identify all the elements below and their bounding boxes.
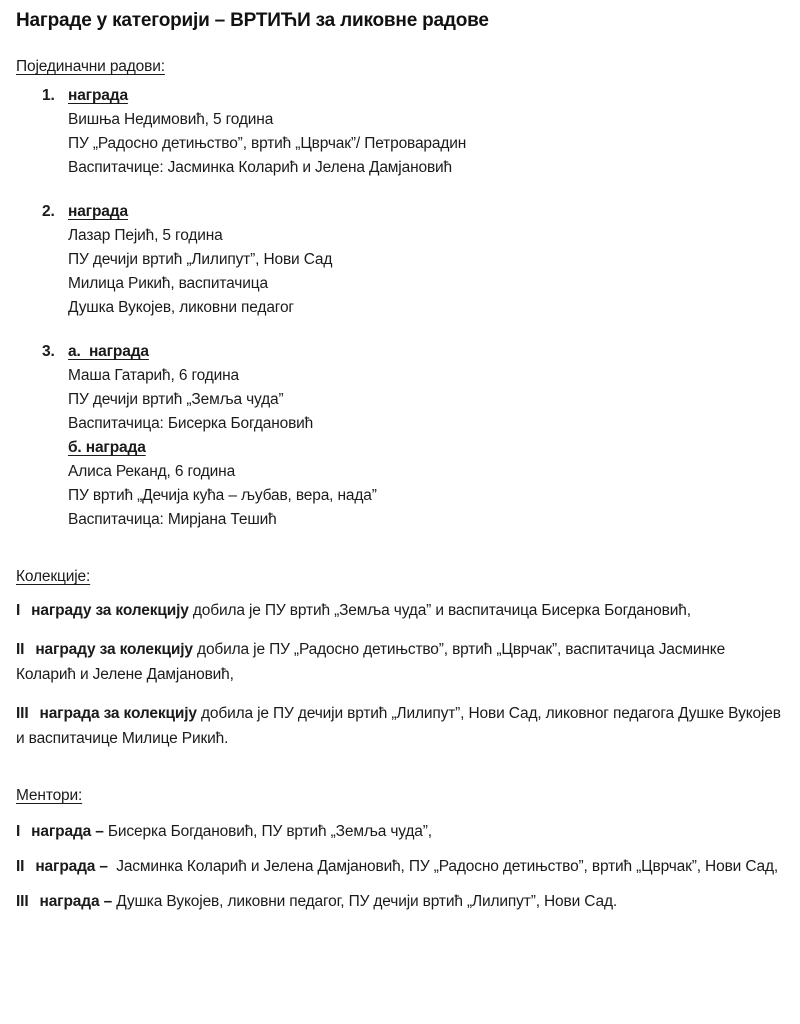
mentor-entry-1	[16, 819, 784, 844]
section-heading-collections: Колекције:	[16, 568, 91, 585]
award-line: Лазар Пејић, 5 година	[68, 227, 223, 244]
award-number: 3.	[42, 343, 55, 360]
award-number: 2.	[42, 203, 55, 220]
individual-award-list	[16, 84, 784, 532]
entry-bold: награду за колекцију	[31, 602, 189, 619]
award-item-1	[16, 84, 784, 180]
award-line: ПУ „Радосно детињство”, вртић „Цврчак”/ Петроварадин	[68, 135, 467, 152]
entry-bold: награда за колекцију	[39, 705, 197, 722]
entry-numeral: III	[16, 893, 29, 910]
entry-text: Јасминка Коларић и Јелена Дамјановић, ПУ „Радосно детињство”, вртић „Цврчак”, Нови Сад,	[107, 858, 779, 875]
award-line: ПУ дечији вртић „Земља чуда”	[68, 391, 284, 408]
entry-text: добила је ПУ „Радосно детињство”, вртић „Цврчак”, васпитачица Јасминке Коларић и Јелене Дамјановић,	[16, 641, 730, 683]
entry-bold: награда –	[39, 893, 113, 910]
collection-entry-2	[16, 637, 784, 687]
entry-bold: награда –	[35, 858, 108, 875]
award-item-2	[16, 200, 784, 320]
collection-entry-1	[16, 598, 784, 623]
entry-numeral: II	[16, 641, 25, 658]
entry-text: добила је ПУ дечији вртић „Лилипут”, Нови Сад, ликовног педагога Душке Вукојев и васпитачице Милице Рикић.	[16, 705, 786, 747]
entry-numeral: I	[16, 602, 21, 619]
award-sublabel-a: а. награда	[68, 343, 149, 360]
entry-numeral: II	[16, 858, 25, 875]
section-heading-mentors: Ментори:	[16, 787, 83, 804]
award-label: награда	[68, 87, 128, 104]
entry-bold: награда –	[31, 823, 104, 840]
award-sublabel-b: б. награда	[68, 439, 146, 456]
award-item-head	[16, 84, 784, 108]
award-line: Алиса Реканд, 6 година	[68, 463, 236, 480]
award-line: Душка Вукојев, ликовни педагог	[68, 299, 294, 316]
award-item-head	[16, 200, 784, 224]
award-number: 1.	[42, 87, 55, 104]
section-heading-individual: Појединачни радови:	[16, 58, 165, 75]
mentor-entries	[16, 819, 784, 914]
award-line: Васпитачица: Мирјана Тешић	[68, 511, 277, 528]
award-line: Милица Рикић, васпитачица	[68, 275, 268, 292]
award-item-head	[16, 340, 784, 364]
award-line: Вишња Недимовић, 5 година	[68, 111, 274, 128]
award-line: ПУ вртић „Дечија кућа – љубав, вера, нада”	[68, 487, 377, 504]
award-line: Васпитачице: Јасминка Коларић и Јелена Дамјановић	[68, 159, 453, 176]
entry-bold: награду за колекцију	[35, 641, 193, 658]
award-line: Маша Гатарић, 6 година	[68, 367, 240, 384]
collection-entries	[16, 598, 784, 751]
award-item-3	[16, 340, 784, 532]
award-label: награда	[68, 203, 128, 220]
mentor-entry-3	[16, 889, 784, 914]
entry-numeral: I	[16, 823, 21, 840]
mentor-entry-2	[16, 854, 784, 879]
page-title: Награде у категорији – ВРТИЋИ за ликовне радове	[16, 10, 489, 31]
collection-entry-3	[16, 701, 784, 751]
entry-text: Душка Вукојев, ликовни педагог, ПУ дечији вртић „Лилипут”, Нови Сад.	[112, 893, 618, 910]
entry-text: Бисерка Богдановић, ПУ вртић „Земља чуда”,	[103, 823, 432, 840]
entry-text: добила је ПУ вртић „Земља чуда” и васпитачица Бисерка Богдановић,	[188, 602, 691, 619]
award-line: ПУ дечији вртић „Лилипут”, Нови Сад	[68, 251, 333, 268]
award-line: Васпитачица: Бисерка Богдановић	[68, 415, 314, 432]
entry-numeral: III	[16, 705, 29, 722]
